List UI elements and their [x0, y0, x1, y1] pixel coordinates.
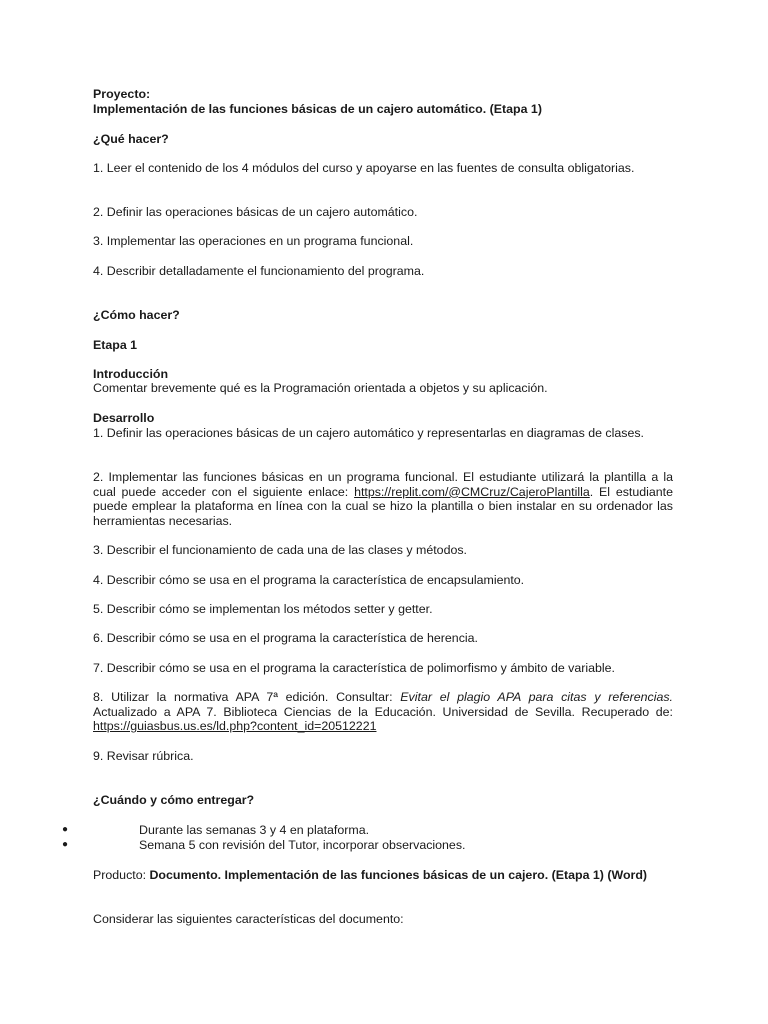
how-heading: ¿Cómo hacer? — [93, 308, 180, 322]
development-item-7: 7. Describir cómo se usa en el programa la característica de polimorfismo y ámbito de variable. — [93, 661, 616, 675]
apa-link[interactable]: https://guiasbus.us.es/ld.php?content_id=20512221 — [93, 719, 377, 734]
development-item-4: 4. Describir cómo se usa en el programa la característica de encapsulamiento. — [93, 573, 525, 587]
development-item-2: 2. Implementar las funciones básicas en un programa funcional. El estudiante utilizará la plantilla a la cual puede acceder con el siguiente enlace: https://replit.com/@CMCruz/CajeroPlantilla. El estudiante puede emplear la plataforma en línea con la cual se hizo la plantilla o bien instalar en su ordenador las herramientas necesarias. — [93, 470, 673, 528]
product-line: Producto: Documento. Implementación de las funciones básicas de un cajero. (Etapa 1) (Word) — [93, 868, 648, 882]
bullet-icon: ● — [62, 839, 69, 850]
development-item-5: 5. Describir cómo se implementan los métodos setter y getter. — [93, 602, 433, 616]
stage-heading: Etapa 1 — [93, 338, 138, 352]
what-item-3: 3. Implementar las operaciones en un programa funcional. — [93, 234, 414, 248]
bullet-icon: ● — [62, 824, 69, 835]
intro-heading: Introducción — [93, 367, 169, 381]
development-item-8: 8. Utilizar la normativa APA 7ª edición. Consultar: Evitar el plagio APA para citas y referencias. Actualizado a APA 7. Biblioteca Ciencias de la Educación. Universidad de Sevilla. Recuperado de: https://guiasbus.us.es/ld.php?content_id=20512221 — [93, 690, 673, 734]
development-item-9: 9. Revisar rúbrica. — [93, 749, 194, 763]
development-item-6: 6. Describir cómo se usa en el programa la característica de herencia. — [93, 631, 478, 645]
what-item-4: 4. Describir detalladamente el funcionamiento del programa. — [93, 264, 425, 278]
replit-link[interactable]: https://replit.com/@CMCruz/CajeroPlantilla — [354, 484, 590, 499]
what-item-1: 1. Leer el contenido de los 4 módulos del curso y apoyarse en las fuentes de consulta obligatorias. — [93, 161, 635, 175]
project-title: Implementación de las funciones básicas de un cajero automático. (Etapa 1) — [93, 102, 542, 116]
development-heading: Desarrollo — [93, 411, 155, 425]
project-label: Proyecto: — [93, 87, 151, 101]
development-item-3: 3. Describir el funcionamiento de cada una de las clases y métodos. — [93, 543, 467, 557]
intro-text: Comentar brevemente qué es la Programación orientada a objetos y su aplicación. — [93, 381, 548, 395]
development-item-1: 1. Definir las operaciones básicas de un cajero automático y representarlas en diagramas de clases. — [93, 426, 644, 440]
what-item-2: 2. Definir las operaciones básicas de un cajero automático. — [93, 205, 418, 219]
what-heading: ¿Qué hacer? — [93, 132, 169, 146]
when-heading: ¿Cuándo y cómo entregar? — [93, 793, 255, 807]
document-page: Proyecto: Implementación de las funciones básicas de un cajero automático. (Etapa 1) ¿Qué hacer? 1. Leer el contenido de los 4 módulos del curso y apoyarse en las fuentes de consulta obligatorias. 2. Definir las operaciones básicas de un cajero automático. 3. Implementar las operaciones en un programa funcional. 4. Describir detalladamente el funcionamiento del programa. ¿Cómo hacer? Etapa 1 Introducción Comentar brevemente qué es la Programación orientada a objetos y su aplicación. Desarrollo 1. Definir las operaciones básicas de un cajero automático y representarlas en diagramas de clases. 2. Implementar las funciones básicas en un programa funcional. El estudiante utilizará la plantilla a la cual puede acceder con el siguiente enlace: https://replit.com/@CMCruz/CajeroPlantilla. El estudiante puede emplear la plataforma en línea con la cual se hizo la plantilla o bien instalar en su ordenador las herramientas necesarias. 3. Describir el funcionamiento de cada una de las clases y métodos. 4. Describir cómo se usa en el programa la característica de encapsulamiento. 5. Describir cómo se implementan los métodos setter y getter. 6. Describir cómo se usa en el programa la característica de herencia. 7. Describir cómo se usa en el programa la característica de polimorfismo y ámbito de variable. 8. Utilizar la normativa APA 7ª edición. Consultar: Evitar el plagio APA para citas y referencias. Actualizado a APA 7. Biblioteca Ciencias de la Educación. Universidad de Sevilla. Recuperado de: https://guiasbus.us.es/ld.php?content_id=20512221 9. Revisar rúbrica. ¿Cuándo y cómo entregar? ● Durante las semanas 3 y 4 en plataforma. ● Semana 5 con revisión del Tutor, incorporar observaciones. Producto: Documento. Implementación de las funciones básicas de un cajero. (Etapa 1) (Word) Considerar las siguientes características del documento: — [62, 87, 673, 926]
consider-text: Considerar las siguientes características del documento: — [93, 912, 404, 926]
